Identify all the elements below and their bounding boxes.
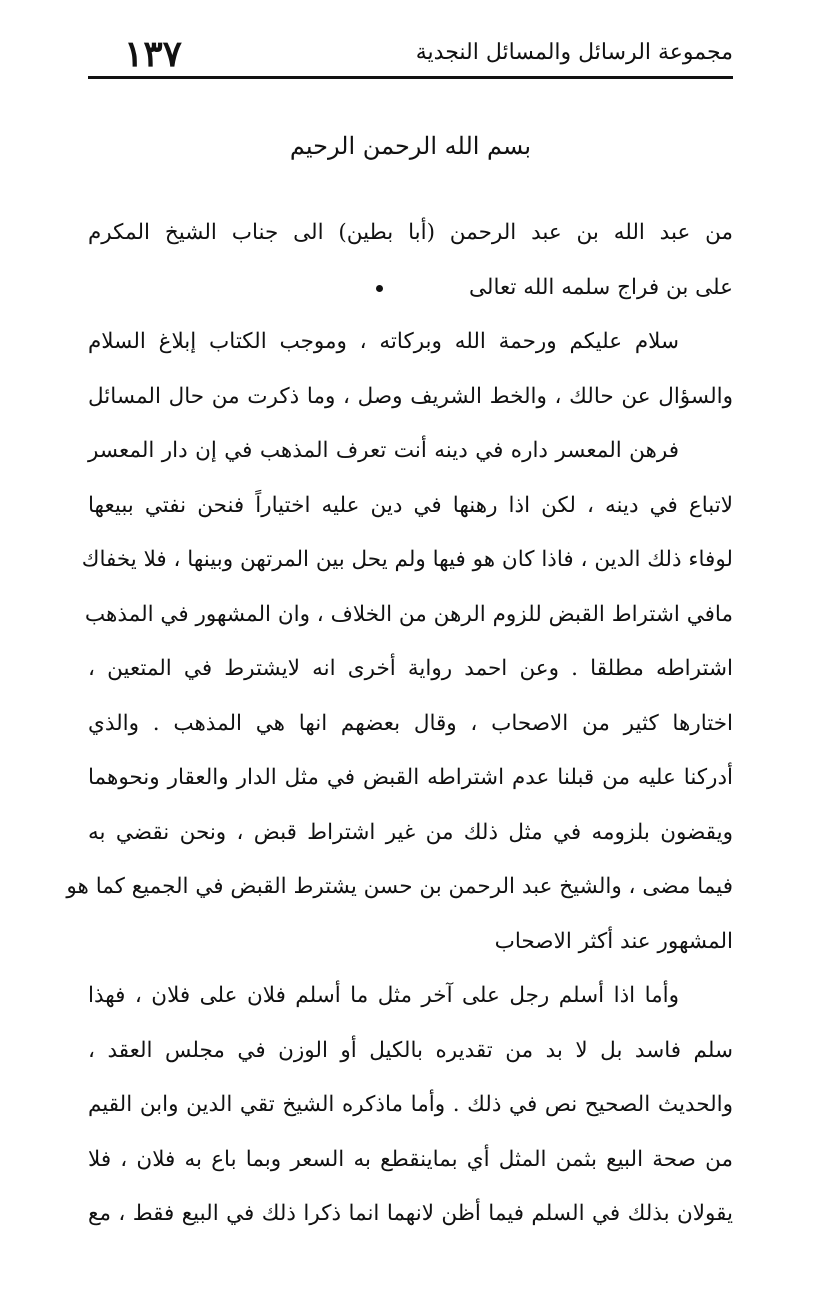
text-line: فيما مضى ، والشيخ عبد الرحمن بن حسن يشترط القبض في الجميع كما هو [66,874,733,899]
text-line: والسؤال عن حالك ، والخط الشريف وصل ، وما ذكرت من حال المسائل [88,383,733,409]
text-line: وأما اذا أسلم رجل على آخر مثل ما أسلم فلان على فلان ، فهذا [88,983,679,1008]
text-line: يقولان بذلك في السلم فيما أظن لانهما انما ذكرا ذلك في البيع فقط ، مع [88,1201,733,1226]
header-rule [88,76,733,79]
text-line: المشهور عند أكثر الاصحاب [494,928,733,954]
text-line: والحديث الصحيح نص في ذلك . وأما ماذكره الشيخ تقي الدين وابن القيم [88,1092,733,1117]
book-title: مجموعة الرسائل والمسائل النجدية [415,40,733,65]
text-line: فرهن المعسر داره في دينه أنت تعرف المذهب في إن دار المعسر [88,438,679,463]
text-line: اشتراطه مطلقا . وعن احمد رواية أخرى انه لايشترط في المتعين ، [88,656,733,681]
text-line: لوفاء ذلك الدين ، فاذا كان هو فيها ولم يحل بين المرتهن وبينها ، فلا يخفاك [81,547,733,572]
text-line: سلم فاسد بل لا بد من تقديره بالكيل أو الوزن في مجلس العقد ، [88,1037,733,1063]
text-line: ويقضون بلزومه في مثل ذلك من غير اشتراط قبض ، ونحن نقضي به [88,819,733,845]
text-line: أدركنا عليه من قبلنا عدم اشتراطه القبض في مثل الدار والعقار ونحوهما [88,765,733,790]
text-line: لاتباع في دينه ، لكن اذا رهنها في دين عليه اختياراً فنحن نفتي ببيعها [88,492,733,518]
basmala-heading: بسم الله الرحمن الرحيم [289,132,532,160]
page-number: ١٣٧ [124,33,183,75]
running-header [88,28,733,74]
letter-body [66,206,733,1242]
text-line: اختارها كثير من الاصحاب ، وقال بعضهم انها هي المذهب . والذي [88,710,733,736]
text-line: سلام عليكم ورحمة الله وبركاته ، وموجب الكتاب إبلاغ السلام [88,329,679,354]
text-line: على بن فراج سلمه الله تعالى [468,274,733,300]
text-line: مافي اشتراط القبض للزوم الرهن من الخلاف ، وان المشهور في المذهب [84,601,733,627]
text-line: من عبد الله بن عبد الرحمن (أبا بطين) الى جناب الشيخ المكرم [88,220,733,245]
text-line: من صحة البيع بثمن المثل أي بماينقطع به السعر وبما باع به فلان ، فلا [88,1146,733,1172]
